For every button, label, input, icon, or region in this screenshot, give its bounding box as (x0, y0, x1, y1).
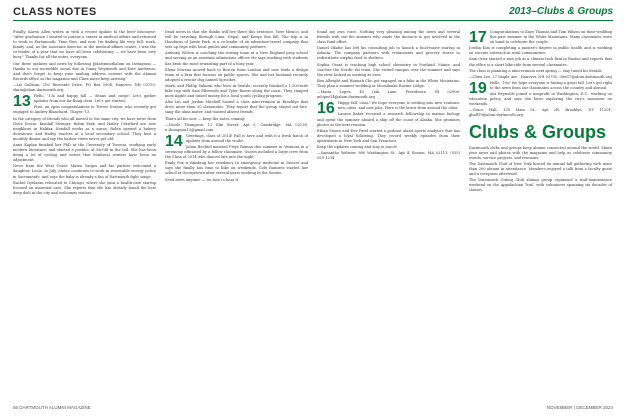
paragraph: Mark, and Phillip Sakurai who lives in Seattle, recently finished a 1,000-mile bike trip with Sam Ellsworth and Tyler Boone along the coast. They camped most nights and raised money for a local youth cycling program. (165, 83, 308, 99)
paragraph: The Dartmouth Outing Club alumni group organized a trail-maintenance weekend on the Appalachian Trail, with volunteers spanning six decades of classes. (469, 178, 612, 193)
class-year-number: 16 (317, 100, 335, 118)
paragraph: Dead notes in that she thinks will live there this sentence. New Mexico, and will be traveling through Lima, Nepal, and Kenya this fall. The trip is in Honduras of Jamie Park, is a co-leader of an adventure-travel company that sets up trips with local guides and community partners. (165, 30, 308, 50)
paragraph: That's all for now — keep the notes coming! (165, 116, 246, 121)
column-1 (13, 30, 156, 197)
class-entry-16: 16 Happy fall, class! We hope everyone is settling into new routines, new cities, and new jobs. Here is the latest from around the class. (317, 100, 460, 118)
class-entry-14: 14 Greetings, class of 2014! Fall is here and with it a fresh batch of updates from around the world. (165, 132, 308, 150)
paragraph: Anna Kaplan finished her PhD at the University of Toronto, studying early modern literature, and started a postdoc at McGill in the fall. She has been doing a lot of cycling and writes that Montreal winters have been an adjustment. (13, 142, 156, 163)
paragraph: Jordan Kim is completing a master's degree in public health and is working on vaccine outreach in rural communities. (469, 46, 612, 56)
class-entry-17: 17 Congratulations to Kaye Thomas and Tom Wilson on their wedding this past summer in the White Mountains. Many classmates were on hand to celebrate the couple. (469, 29, 612, 46)
paragraph: Julian Bechtel married Priya Raman this summer in Vermont in a ceremony officiated by a fellow classmate. Guests included a large crew from the Class of 2014 who danced late into the night. (165, 144, 308, 160)
paragraph: Ben Albright and Hannah Cho got engaged on a hike in the White Mountains. They plan a summer wedding at Moosilauke Ravine Lodge. (317, 78, 460, 88)
paragraph: Elena Moreau moved back to Boston from London and now leads a design team at a firm that focuses on public spaces. She and her husband recently adopted a rescue dog named Sprocket. (165, 67, 308, 82)
signature: —Samantha Webster, 800 Washington St., Apt 4, Boston, MA 02111; (555) 555-1234 (317, 151, 460, 161)
column-3 (317, 30, 460, 162)
class-entry-13: 13 Hello, '13s and happy fall — deans and cargo! Let's gather updates from our far-flung class. Let's get started. (13, 93, 156, 111)
paragraph: The class is planning a mini-reunion next spring — stay tuned for details. (469, 68, 603, 73)
page-footer (13, 405, 613, 415)
paragraph: Ava Reynolds joined a nonprofit in Washington, D.C., working on education policy, and says she loves exploring the city's museums on weekends. (469, 92, 612, 107)
signature: —Liz Sullivan, 100 Riverside Drive, PO Box 1904, Hanover, NH 03755; ekam@alum.dartmouth.org (13, 82, 156, 93)
paragraph: Dartmouth clubs and groups keep alumni connected around the world. Share your news and photos with the magazine and help us celebrate community events, service projects, and reunions. (469, 145, 612, 160)
column-2 (165, 30, 308, 184)
paragraph: found my own voice. Nothing very pleasing among the news and several friends with me the summer who made the decision to get involved in the class fund effort. (317, 30, 460, 45)
paragraph: In the category of friends who all moved to the same city, we have news from Nova Scotia: Kendall Stringer, Robin Park, and Hailey Crawford are now neighbors in Halifax. Kendall works as a nurse, Robin opened a bakery downtown, and Hailey teaches at a local secondary school. They host a monthly dinner and say the harbor views never get old. (13, 116, 156, 141)
edition-label: 2013–Clubs & Groups (509, 6, 613, 17)
paragraph: Daniel Okafor has left his consulting job to launch a food-waste startup in Atlanta. The company partners with restaurants and grocery stores to redistribute surplus food to shelters. (317, 46, 460, 61)
paragraph: Sam Ortiz started a new job at a climate-tech firm in Boston and reports that the office is a short bike ride from several classmates. (469, 57, 612, 67)
footer-folio: 56 DARTMOUTH ALUMNI MAGAZINE (13, 405, 91, 410)
paragraph: Alex Lin and Jordan Mitchell hosted a class mini-reunion in Brooklyn that drew more than 30 classmates. They report that the group stayed out late, sang the alma mater, and toasted absent friends. (165, 100, 308, 115)
paragraph: Anthony Wilson is coaching the rowing team at a New England prep school and serving as an assistant admissions officer. He says working with students has been the most rewarding part of a busy year. (165, 51, 308, 66)
paragraph: Finally, Karen Allen writes in with a recent update to the beer discourse: "After graduation I started to pursue a career in medical affairs and returned to work in Portsmouth. Time flies, and now I'm finding life very full: work, family, and, as the associate director in the medical-affairs center, I was the co-leader of a year that we have all been celebrating — we have been very busy." Thanks for all the notes, everyone. (13, 30, 156, 60)
column-4 (469, 30, 612, 194)
class-year-number: 14 (165, 132, 183, 150)
paragraph: Our three updates and news by following @dartmouthalum on Instagram — thanks to our incredible social duo in Ginny Weymouth and Kate Anderson. And don't forget to keep your mailing address current with the Alumni Records office so the magazine and Class notes keep arriving. (13, 61, 156, 81)
signature: —Grace Hall, 100 Main St., Apt 2B, Brooklyn, NY 11201; ghall19@alum.dartmouth.org (469, 108, 612, 118)
paragraph: The Dartmouth Club of New York hosted its annual fall gathering with more than 200 alumni in attendance. Members enjoyed a talk from a faculty guest and a reception afterward. (469, 161, 612, 176)
class-year-number: 19 (469, 79, 487, 97)
section-title: CLASS NOTES (13, 6, 97, 18)
paragraph: Lauren Baker received a research fellowship in marine biology and spent the summer aboard a ship off the coast of Alaska. She promises photos at the next reunion. (317, 112, 460, 127)
footer-issue-date: NOVEMBER | DECEMBER 2024 (546, 405, 613, 410)
signature: —Maria Lopez, 45 Oak Lane, Providence, RI 02906; mlopez14@alum.dartmouth.org (317, 90, 460, 100)
paragraph: News from the West Coast: Mateo Vargas and his partner welcomed a daughter, Lucia, in July. Mateo continues to work in renewable energy policy in Sacramento, and says the baby is already a fan of Dartmouth fight songs. (13, 164, 156, 179)
clubs-groups-heading: Clubs & Groups (469, 121, 607, 142)
class-entry-19: 19 Hello, '19s! We hope everyone is having a great fall. Let's get right to the news from our classmates across the country and abroad. (469, 79, 612, 97)
class-year-number: 13 (13, 93, 31, 111)
signature: —Chris Lee, 27 Maple Ave., Hanover, NH 03755; clee17@alum.dartmouth.org (469, 74, 612, 79)
paragraph: Rachel Oyelaran relocated to Chicago, where she joins a health-care startup focused on maternal care. She reports that she has already found the best deep-dish in the city and welcomes visitors. (13, 180, 156, 195)
signature: —Nicole Thompson, 12 Elm Street, Apt 3, Cambridge, MA 02138; n.thompson13@gmail.com (165, 122, 308, 132)
class-year-number: 17 (469, 29, 487, 46)
header-rule (13, 20, 613, 21)
paragraph: Sophia Grant is teaching high school chemistry in Portland, Maine, and coaches the Nordic ski team. She visited campus over the summer and says the river looked as inviting as ever. (317, 62, 460, 77)
paragraph: Send news anytime — we love to hear it. (165, 177, 240, 182)
paragraph: First, an open congratulations to Trevor Norton, who recently got engaged to Audrey Blanchard, Thayer '13. (13, 105, 156, 115)
paragraph: Emily Fox is finishing her residency in emergency medicine in Denver and says she finally has time to hike on weekends. Cole Ramirez started law school at Georgetown after several years working in the Senate. (165, 161, 308, 176)
paragraph: Ethan Moore and Dev Patel started a podcast about sports analytics that has developed a loyal following. They record weekly episodes from their apartments in New York and San Francisco. (317, 128, 460, 143)
paragraph: Keep the updates coming and stay in touch! (317, 144, 398, 149)
